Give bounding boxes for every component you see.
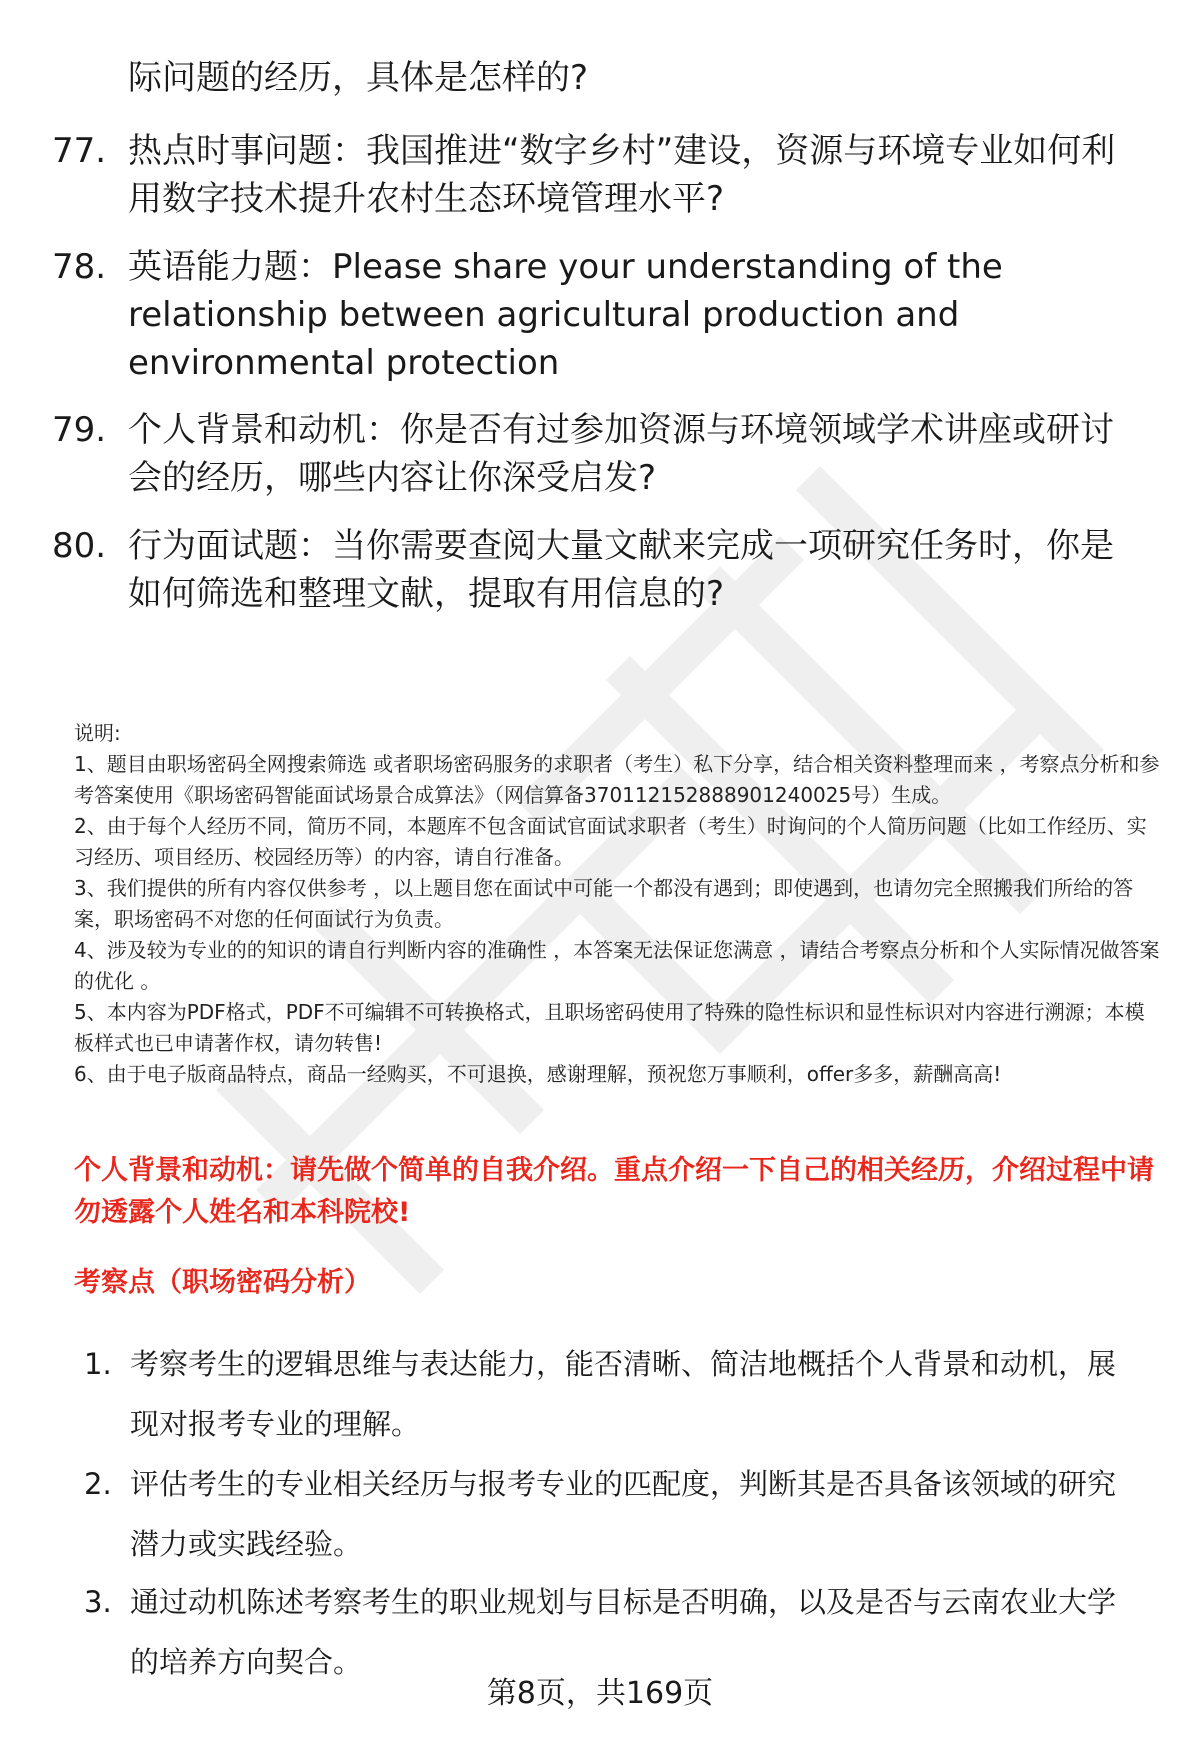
question-text: 行为面试题：当你需要查阅大量文献来完成一项研究任务时，你是如何筛选和整理文献，提取有用信息的? bbox=[128, 526, 1114, 614]
analysis-point-1 bbox=[84, 1334, 1144, 1454]
note-item: 2、由于每个人经历不同，简历不同，本题库不包含面试官面试求职者（考生）时询问的个人简历问题（比如工作经历、实习经历、项目经历、校园经历等）的内容，请自行准备。 bbox=[74, 814, 1147, 869]
point-number: 3. bbox=[84, 1585, 112, 1619]
note-item: 4、涉及较为专业的的知识的请自行判断内容的准确性 ，本答案无法保证您满意 ，请结合考察点分析和个人实际情况做答案的优化 。 bbox=[74, 938, 1160, 993]
question-79 bbox=[52, 406, 1142, 502]
question-78 bbox=[52, 243, 1142, 387]
page-footer: 第8页，共169页 bbox=[486, 1676, 714, 1711]
analysis-heading: 考察点（职场密码分析） bbox=[74, 1267, 371, 1298]
analysis-point-2 bbox=[84, 1454, 1144, 1574]
notes-title: 说明: bbox=[74, 721, 121, 745]
question-text: 际问题的经历，具体是怎样的? bbox=[128, 58, 589, 98]
point-text: 评估考生的专业相关经历与报考专业的匹配度，判断其是否具备该领域的研究潜力或实践经验。 bbox=[130, 1467, 1117, 1561]
highlight-question: 个人背景和动机：请先做个简单的自我介绍。重点介绍一下自己的相关经历，介绍过程中请勿透露个人姓名和本科院校! bbox=[74, 1155, 1154, 1228]
point-text: 通过动机陈述考察考生的职业规划与目标是否明确，以及是否与云南农业大学的培养方向契合。 bbox=[130, 1585, 1117, 1679]
notes-section bbox=[74, 718, 1164, 1090]
question-text: 英语能力题：Please share your understanding of the relationship between agricultural production and environmental protection bbox=[128, 247, 1003, 383]
note-item: 1、题目由职场密码全网搜索筛选 或者职场密码服务的求职者（考生）私下分享，结合相关资料整理而来 ，考察点分析和参考答案使用《职场密码智能面试场景合成算法》（网信算备370112152888901240025号）生成。 bbox=[74, 752, 1160, 807]
question-76-continued bbox=[52, 54, 1142, 102]
question-text: 热点时事问题：我国推进“数字乡村”建设，资源与环境专业如何利用数字技术提升农村生态环境管理水平? bbox=[128, 131, 1116, 219]
note-item: 6、由于电子版商品特点，商品一经购买，不可退换，感谢理解，预祝您万事顺利，offer多多，薪酬高高! bbox=[74, 1062, 1002, 1086]
point-number: 2. bbox=[84, 1467, 112, 1501]
point-number: 1. bbox=[84, 1347, 112, 1381]
question-text: 个人背景和动机：你是否有过参加资源与环境领域学术讲座或研讨会的经历，哪些内容让你深受启发? bbox=[128, 410, 1114, 498]
question-number: 78. bbox=[52, 247, 107, 287]
question-number: 79. bbox=[52, 410, 107, 450]
question-number: 77. bbox=[52, 131, 107, 171]
point-text: 考察考生的逻辑思维与表达能力，能否清晰、简洁地概括个人背景和动机，展现对报考专业的理解。 bbox=[130, 1347, 1117, 1441]
note-item: 3、我们提供的所有内容仅供参考 ，以上题目您在面试中可能一个都没有遇到；即使遇到，也请勿完全照搬我们所给的答案，职场密码不对您的任何面试行为负责。 bbox=[74, 876, 1134, 931]
question-number: 80. bbox=[52, 526, 107, 566]
note-item: 5、本内容为PDF格式，PDF不可编辑不可转换格式，且职场密码使用了特殊的隐性标识和显性标识对内容进行溯源；本模板样式也已申请著作权，请勿转售! bbox=[74, 1000, 1145, 1055]
question-77 bbox=[52, 127, 1142, 223]
question-80 bbox=[52, 522, 1142, 618]
